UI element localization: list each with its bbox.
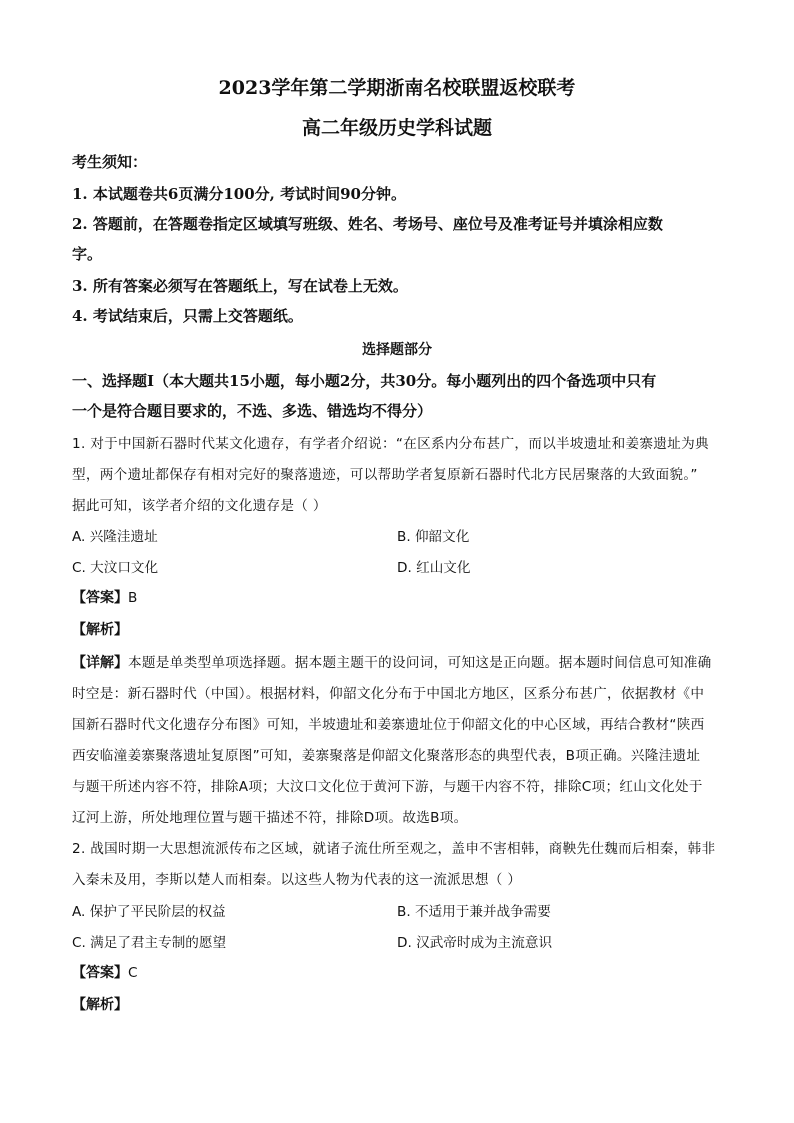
exam-title: 2023学年第二学期浙南名校联盟返校联考: [218, 77, 576, 99]
q2-option-d: D. 汉武帝时成为主流意识: [397, 935, 553, 951]
notice-item-2-cont: 字。: [72, 245, 103, 263]
notice-item-3: 3. 所有答案必须写在答题纸上，写在试卷上无效。: [72, 277, 408, 295]
q1-detail-line-5: 与题干所述内容不符，排除A项；大汶口文化位于黄河下游，与题干内容不符，排除C项；红山文化处于: [72, 779, 703, 795]
q2-option-b: B. 不适用于兼并战争需要: [397, 904, 551, 920]
notice-item-2: 2. 答题前，在答题卷指定区域填写班级、姓名、考场号、座位号及准考证号并填涂相应数: [72, 215, 663, 233]
q1-detail-text-1: 本题是单类型单项选择题。据本题主题干的设问词，可知这是正向题。据本题时间信息可知准确: [128, 655, 712, 671]
q2-answer: [72, 962, 138, 982]
q1-answer-label: 【答案】: [72, 590, 128, 606]
q1-detail-line-2: 时空是：新石器时代（中国）。根据材料，仰韶文化分布于中国北方地区，区系分布甚广，依据教材《中: [72, 686, 705, 702]
q1-option-b: B. 仰韶文化: [397, 529, 470, 545]
q1-stem-line-2: 型，两个遗址都保存有相对完好的聚落遗迹，可以帮助学者复原新石器时代北方民居聚落的大致面貌。”: [72, 467, 698, 483]
q1-stem-line-1: 1. 对于中国新石器时代某文化遗存，有学者介绍说：“在区系内分布甚广，而以半坡遗址和姜寨遗址为典: [72, 436, 709, 452]
q1-detail-line-4: 西安临潼姜寨聚落遗址复原图”可知，姜寨聚落是仰韶文化聚落形态的典型代表，B项正确。兴隆洼遗址: [72, 748, 701, 764]
notice-item-4: 4. 考试结束后，只需上交答题纸。: [72, 307, 303, 325]
section-instruction-2: 一个是符合题目要求的，不选、多选、错选均不得分）: [72, 402, 433, 420]
q1-stem-line-3: 据此可知，该学者介绍的文化遗存是（ ）: [72, 498, 327, 514]
q1-option-d: D. 红山文化: [397, 560, 471, 576]
q2-option-c: C. 满足了君主专制的愿望: [72, 935, 227, 951]
q2-analysis-label: 【解析】: [72, 997, 128, 1013]
q1-analysis-label: 【解析】: [72, 622, 128, 638]
q2-answer-label: 【答案】: [72, 965, 128, 981]
q1-detail-line-3: 国新石器时代文化遗存分布图》可知，半坡遗址和姜寨遗址位于仰韶文化的中心区域，再结合教材“陕西: [72, 717, 705, 733]
q1-detail-line-6: 辽河上游，所处地理位置与题干描述不符，排除D项。故选B项。: [72, 810, 468, 826]
notice-item-1: 1. 本试题卷共6页满分100分, 考试时间90分钟。: [72, 185, 406, 203]
q2-option-a: A. 保护了平民阶层的权益: [72, 904, 226, 920]
q2-stem-line-2: 入秦未及用，李斯以楚人而相秦。以这些人物为代表的这一流派思想（ ）: [72, 872, 522, 888]
exam-subtitle: 高二年级历史学科试题: [301, 117, 492, 139]
section-title: 选择题部分: [362, 342, 432, 358]
q1-option-c: C. 大汶口文化: [72, 560, 159, 576]
q1-detail-line-1: [72, 651, 712, 672]
q1-detail-label: 【详解】: [72, 655, 128, 671]
q2-stem-line-1: 2. 战国时期一大思想流派传布之区域，就诸子流仕所至观之，盖申不害相韩，商鞅先仕魏而后相秦，韩非: [72, 841, 716, 857]
q2-answer-value: C: [128, 965, 138, 981]
section-instruction-1: 一、选择题Ⅰ（本大题共15小题，每小题2分，共30分。每小题列出的四个备选项中只有: [72, 372, 657, 390]
notice-heading: 考生须知：: [72, 153, 148, 171]
q1-answer-value: B: [128, 590, 138, 606]
q1-option-a: A. 兴隆洼遗址: [72, 529, 158, 545]
q1-answer: [72, 587, 137, 607]
